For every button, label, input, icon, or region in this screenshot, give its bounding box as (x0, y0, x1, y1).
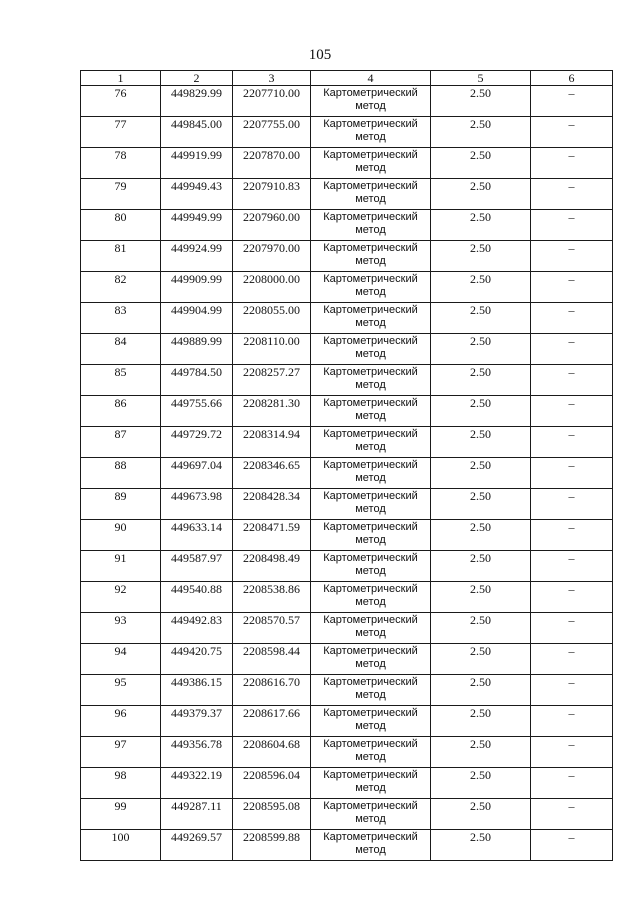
x-coordinate-cell: 449784.50 (161, 365, 233, 396)
method-cell (311, 582, 431, 613)
accuracy-cell: 2.50 (431, 458, 531, 489)
method-line-2: метод (355, 224, 386, 236)
y-coordinate-cell: 2208428.34 (233, 489, 311, 520)
point-number-cell: 85 (81, 365, 161, 396)
method-line-1: Картометрический (323, 242, 418, 254)
accuracy-cell: 2.50 (431, 179, 531, 210)
y-coordinate-cell: 2208000.00 (233, 272, 311, 303)
method-cell (311, 303, 431, 334)
note-cell: – (531, 148, 613, 179)
method-line-2: метод (355, 255, 386, 267)
method-line-1: Картометрический (323, 211, 418, 223)
method-cell (311, 241, 431, 272)
method-cell (311, 458, 431, 489)
x-coordinate-cell: 449697.04 (161, 458, 233, 489)
y-coordinate-cell: 2208110.00 (233, 334, 311, 365)
point-number-cell: 78 (81, 148, 161, 179)
table-row (81, 179, 613, 210)
x-coordinate-cell: 449755.66 (161, 396, 233, 427)
coordinates-table (80, 70, 613, 861)
note-cell: – (531, 737, 613, 768)
method-line-2: метод (355, 596, 386, 608)
method-cell (311, 520, 431, 551)
accuracy-cell: 2.50 (431, 675, 531, 706)
table-row (81, 737, 613, 768)
table-row (81, 799, 613, 830)
x-coordinate-cell: 449909.99 (161, 272, 233, 303)
point-number-cell: 87 (81, 427, 161, 458)
x-coordinate-cell: 449379.37 (161, 706, 233, 737)
x-coordinate-cell: 449904.99 (161, 303, 233, 334)
table-row (81, 210, 613, 241)
point-number-cell: 82 (81, 272, 161, 303)
y-coordinate-cell: 2208570.57 (233, 613, 311, 644)
note-cell: – (531, 303, 613, 334)
table-row (81, 427, 613, 458)
y-coordinate-cell: 2207870.00 (233, 148, 311, 179)
column-header: 5 (431, 71, 531, 86)
method-cell (311, 644, 431, 675)
method-line-1: Картометрический (323, 552, 418, 564)
accuracy-cell: 2.50 (431, 427, 531, 458)
method-line-1: Картометрический (323, 769, 418, 781)
y-coordinate-cell: 2208595.08 (233, 799, 311, 830)
point-number-cell: 88 (81, 458, 161, 489)
method-line-1: Картометрический (323, 459, 418, 471)
method-line-1: Картометрический (323, 583, 418, 595)
method-line-1: Картометрический (323, 645, 418, 657)
column-header: 3 (233, 71, 311, 86)
x-coordinate-cell: 449919.99 (161, 148, 233, 179)
y-coordinate-cell: 2208257.27 (233, 365, 311, 396)
accuracy-cell: 2.50 (431, 520, 531, 551)
method-line-1: Картометрический (323, 397, 418, 409)
table-row (81, 582, 613, 613)
method-line-2: метод (355, 193, 386, 205)
method-line-2: метод (355, 410, 386, 422)
y-coordinate-cell: 2207970.00 (233, 241, 311, 272)
method-line-1: Картометрический (323, 87, 418, 99)
method-cell (311, 365, 431, 396)
point-number-cell: 97 (81, 737, 161, 768)
y-coordinate-cell: 2208055.00 (233, 303, 311, 334)
point-number-cell: 98 (81, 768, 161, 799)
note-cell: – (531, 520, 613, 551)
y-coordinate-cell: 2208596.04 (233, 768, 311, 799)
note-cell: – (531, 396, 613, 427)
note-cell: – (531, 768, 613, 799)
method-cell (311, 427, 431, 458)
x-coordinate-cell: 449829.99 (161, 86, 233, 117)
table-row (81, 613, 613, 644)
method-cell (311, 613, 431, 644)
y-coordinate-cell: 2208281.30 (233, 396, 311, 427)
accuracy-cell: 2.50 (431, 768, 531, 799)
table-row (81, 117, 613, 148)
note-cell: – (531, 427, 613, 458)
table-row (81, 706, 613, 737)
point-number-cell: 89 (81, 489, 161, 520)
accuracy-cell: 2.50 (431, 613, 531, 644)
x-coordinate-cell: 449845.00 (161, 117, 233, 148)
x-coordinate-cell: 449322.19 (161, 768, 233, 799)
method-cell (311, 210, 431, 241)
y-coordinate-cell: 2207960.00 (233, 210, 311, 241)
accuracy-cell: 2.50 (431, 117, 531, 148)
method-line-1: Картометрический (323, 676, 418, 688)
point-number-cell: 91 (81, 551, 161, 582)
x-coordinate-cell: 449287.11 (161, 799, 233, 830)
method-line-2: метод (355, 534, 386, 546)
method-cell (311, 117, 431, 148)
table-row (81, 148, 613, 179)
table-row (81, 272, 613, 303)
column-header: 6 (531, 71, 613, 86)
method-cell (311, 334, 431, 365)
note-cell: – (531, 830, 613, 861)
method-line-2: метод (355, 813, 386, 825)
accuracy-cell: 2.50 (431, 799, 531, 830)
table-row (81, 365, 613, 396)
column-header: 1 (81, 71, 161, 86)
column-header: 2 (161, 71, 233, 86)
y-coordinate-cell: 2208616.70 (233, 675, 311, 706)
method-cell (311, 675, 431, 706)
point-number-cell: 77 (81, 117, 161, 148)
method-line-2: метод (355, 751, 386, 763)
note-cell: – (531, 365, 613, 396)
method-line-1: Картометрический (323, 521, 418, 533)
point-number-cell: 86 (81, 396, 161, 427)
y-coordinate-cell: 2208598.44 (233, 644, 311, 675)
table-row (81, 303, 613, 334)
table-header-row (81, 71, 613, 86)
note-cell: – (531, 582, 613, 613)
method-line-2: метод (355, 720, 386, 732)
point-number-cell: 93 (81, 613, 161, 644)
point-number-cell: 79 (81, 179, 161, 210)
table-row (81, 458, 613, 489)
note-cell: – (531, 241, 613, 272)
accuracy-cell: 2.50 (431, 210, 531, 241)
x-coordinate-cell: 449633.14 (161, 520, 233, 551)
accuracy-cell: 2.50 (431, 551, 531, 582)
method-cell (311, 706, 431, 737)
note-cell: – (531, 210, 613, 241)
method-line-2: метод (355, 286, 386, 298)
accuracy-cell: 2.50 (431, 334, 531, 365)
method-line-1: Картометрический (323, 614, 418, 626)
table-row (81, 551, 613, 582)
note-cell: – (531, 644, 613, 675)
accuracy-cell: 2.50 (431, 396, 531, 427)
table-row (81, 520, 613, 551)
accuracy-cell: 2.50 (431, 365, 531, 396)
method-line-1: Картометрический (323, 490, 418, 502)
method-line-2: метод (355, 844, 386, 856)
accuracy-cell: 2.50 (431, 644, 531, 675)
y-coordinate-cell: 2208599.88 (233, 830, 311, 861)
method-cell (311, 272, 431, 303)
note-cell: – (531, 551, 613, 582)
accuracy-cell: 2.50 (431, 272, 531, 303)
method-line-2: метод (355, 348, 386, 360)
x-coordinate-cell: 449949.43 (161, 179, 233, 210)
accuracy-cell: 2.50 (431, 489, 531, 520)
point-number-cell: 84 (81, 334, 161, 365)
x-coordinate-cell: 449729.72 (161, 427, 233, 458)
point-number-cell: 90 (81, 520, 161, 551)
method-line-1: Картометрический (323, 800, 418, 812)
method-line-1: Картометрический (323, 738, 418, 750)
x-coordinate-cell: 449356.78 (161, 737, 233, 768)
x-coordinate-cell: 449949.99 (161, 210, 233, 241)
method-cell (311, 768, 431, 799)
y-coordinate-cell: 2207710.00 (233, 86, 311, 117)
x-coordinate-cell: 449587.97 (161, 551, 233, 582)
accuracy-cell: 2.50 (431, 241, 531, 272)
method-cell (311, 799, 431, 830)
method-line-1: Картометрический (323, 118, 418, 130)
note-cell: – (531, 117, 613, 148)
y-coordinate-cell: 2208471.59 (233, 520, 311, 551)
note-cell: – (531, 613, 613, 644)
note-cell: – (531, 179, 613, 210)
method-line-2: метод (355, 162, 386, 174)
table-body (81, 86, 613, 861)
method-line-2: метод (355, 441, 386, 453)
x-coordinate-cell: 449492.83 (161, 613, 233, 644)
method-line-1: Картометрический (323, 335, 418, 347)
x-coordinate-cell: 449673.98 (161, 489, 233, 520)
method-line-1: Картометрический (323, 149, 418, 161)
note-cell: – (531, 675, 613, 706)
accuracy-cell: 2.50 (431, 706, 531, 737)
page-number: 105 (308, 47, 332, 63)
method-cell (311, 737, 431, 768)
accuracy-cell: 2.50 (431, 830, 531, 861)
method-line-1: Картометрический (323, 304, 418, 316)
point-number-cell: 92 (81, 582, 161, 613)
accuracy-cell: 2.50 (431, 582, 531, 613)
note-cell: – (531, 706, 613, 737)
method-line-2: метод (355, 627, 386, 639)
table-row (81, 675, 613, 706)
note-cell: – (531, 272, 613, 303)
table-row (81, 241, 613, 272)
point-number-cell: 83 (81, 303, 161, 334)
note-cell: – (531, 799, 613, 830)
method-line-2: метод (355, 317, 386, 329)
table-row (81, 334, 613, 365)
method-cell (311, 489, 431, 520)
method-line-2: метод (355, 503, 386, 515)
y-coordinate-cell: 2207910.83 (233, 179, 311, 210)
point-number-cell: 99 (81, 799, 161, 830)
method-line-1: Картометрический (323, 366, 418, 378)
method-cell (311, 396, 431, 427)
method-line-1: Картометрический (323, 428, 418, 440)
point-number-cell: 100 (81, 830, 161, 861)
y-coordinate-cell: 2208538.86 (233, 582, 311, 613)
note-cell: – (531, 489, 613, 520)
x-coordinate-cell: 449924.99 (161, 241, 233, 272)
table-row (81, 86, 613, 117)
x-coordinate-cell: 449420.75 (161, 644, 233, 675)
method-cell (311, 551, 431, 582)
point-number-cell: 95 (81, 675, 161, 706)
y-coordinate-cell: 2207755.00 (233, 117, 311, 148)
point-number-cell: 76 (81, 86, 161, 117)
method-cell (311, 830, 431, 861)
table-row (81, 644, 613, 675)
accuracy-cell: 2.50 (431, 148, 531, 179)
table-row (81, 396, 613, 427)
method-cell (311, 148, 431, 179)
method-line-2: метод (355, 658, 386, 670)
point-number-cell: 96 (81, 706, 161, 737)
method-line-2: метод (355, 689, 386, 701)
method-line-1: Картометрический (323, 831, 418, 843)
table-row (81, 768, 613, 799)
y-coordinate-cell: 2208617.66 (233, 706, 311, 737)
x-coordinate-cell: 449269.57 (161, 830, 233, 861)
table-row (81, 830, 613, 861)
y-coordinate-cell: 2208498.49 (233, 551, 311, 582)
method-cell (311, 86, 431, 117)
accuracy-cell: 2.50 (431, 737, 531, 768)
method-line-2: метод (355, 131, 386, 143)
x-coordinate-cell: 449889.99 (161, 334, 233, 365)
y-coordinate-cell: 2208346.65 (233, 458, 311, 489)
method-line-1: Картометрический (323, 707, 418, 719)
note-cell: – (531, 458, 613, 489)
method-line-2: метод (355, 472, 386, 484)
method-line-1: Картометрический (323, 273, 418, 285)
y-coordinate-cell: 2208604.68 (233, 737, 311, 768)
y-coordinate-cell: 2208314.94 (233, 427, 311, 458)
method-line-2: метод (355, 379, 386, 391)
point-number-cell: 94 (81, 644, 161, 675)
column-header: 4 (311, 71, 431, 86)
method-line-2: метод (355, 782, 386, 794)
point-number-cell: 80 (81, 210, 161, 241)
method-line-1: Картометрический (323, 180, 418, 192)
point-number-cell: 81 (81, 241, 161, 272)
x-coordinate-cell: 449540.88 (161, 582, 233, 613)
accuracy-cell: 2.50 (431, 86, 531, 117)
note-cell: – (531, 334, 613, 365)
note-cell: – (531, 86, 613, 117)
method-line-2: метод (355, 565, 386, 577)
method-line-2: метод (355, 100, 386, 112)
x-coordinate-cell: 449386.15 (161, 675, 233, 706)
method-cell (311, 179, 431, 210)
accuracy-cell: 2.50 (431, 303, 531, 334)
table-row (81, 489, 613, 520)
